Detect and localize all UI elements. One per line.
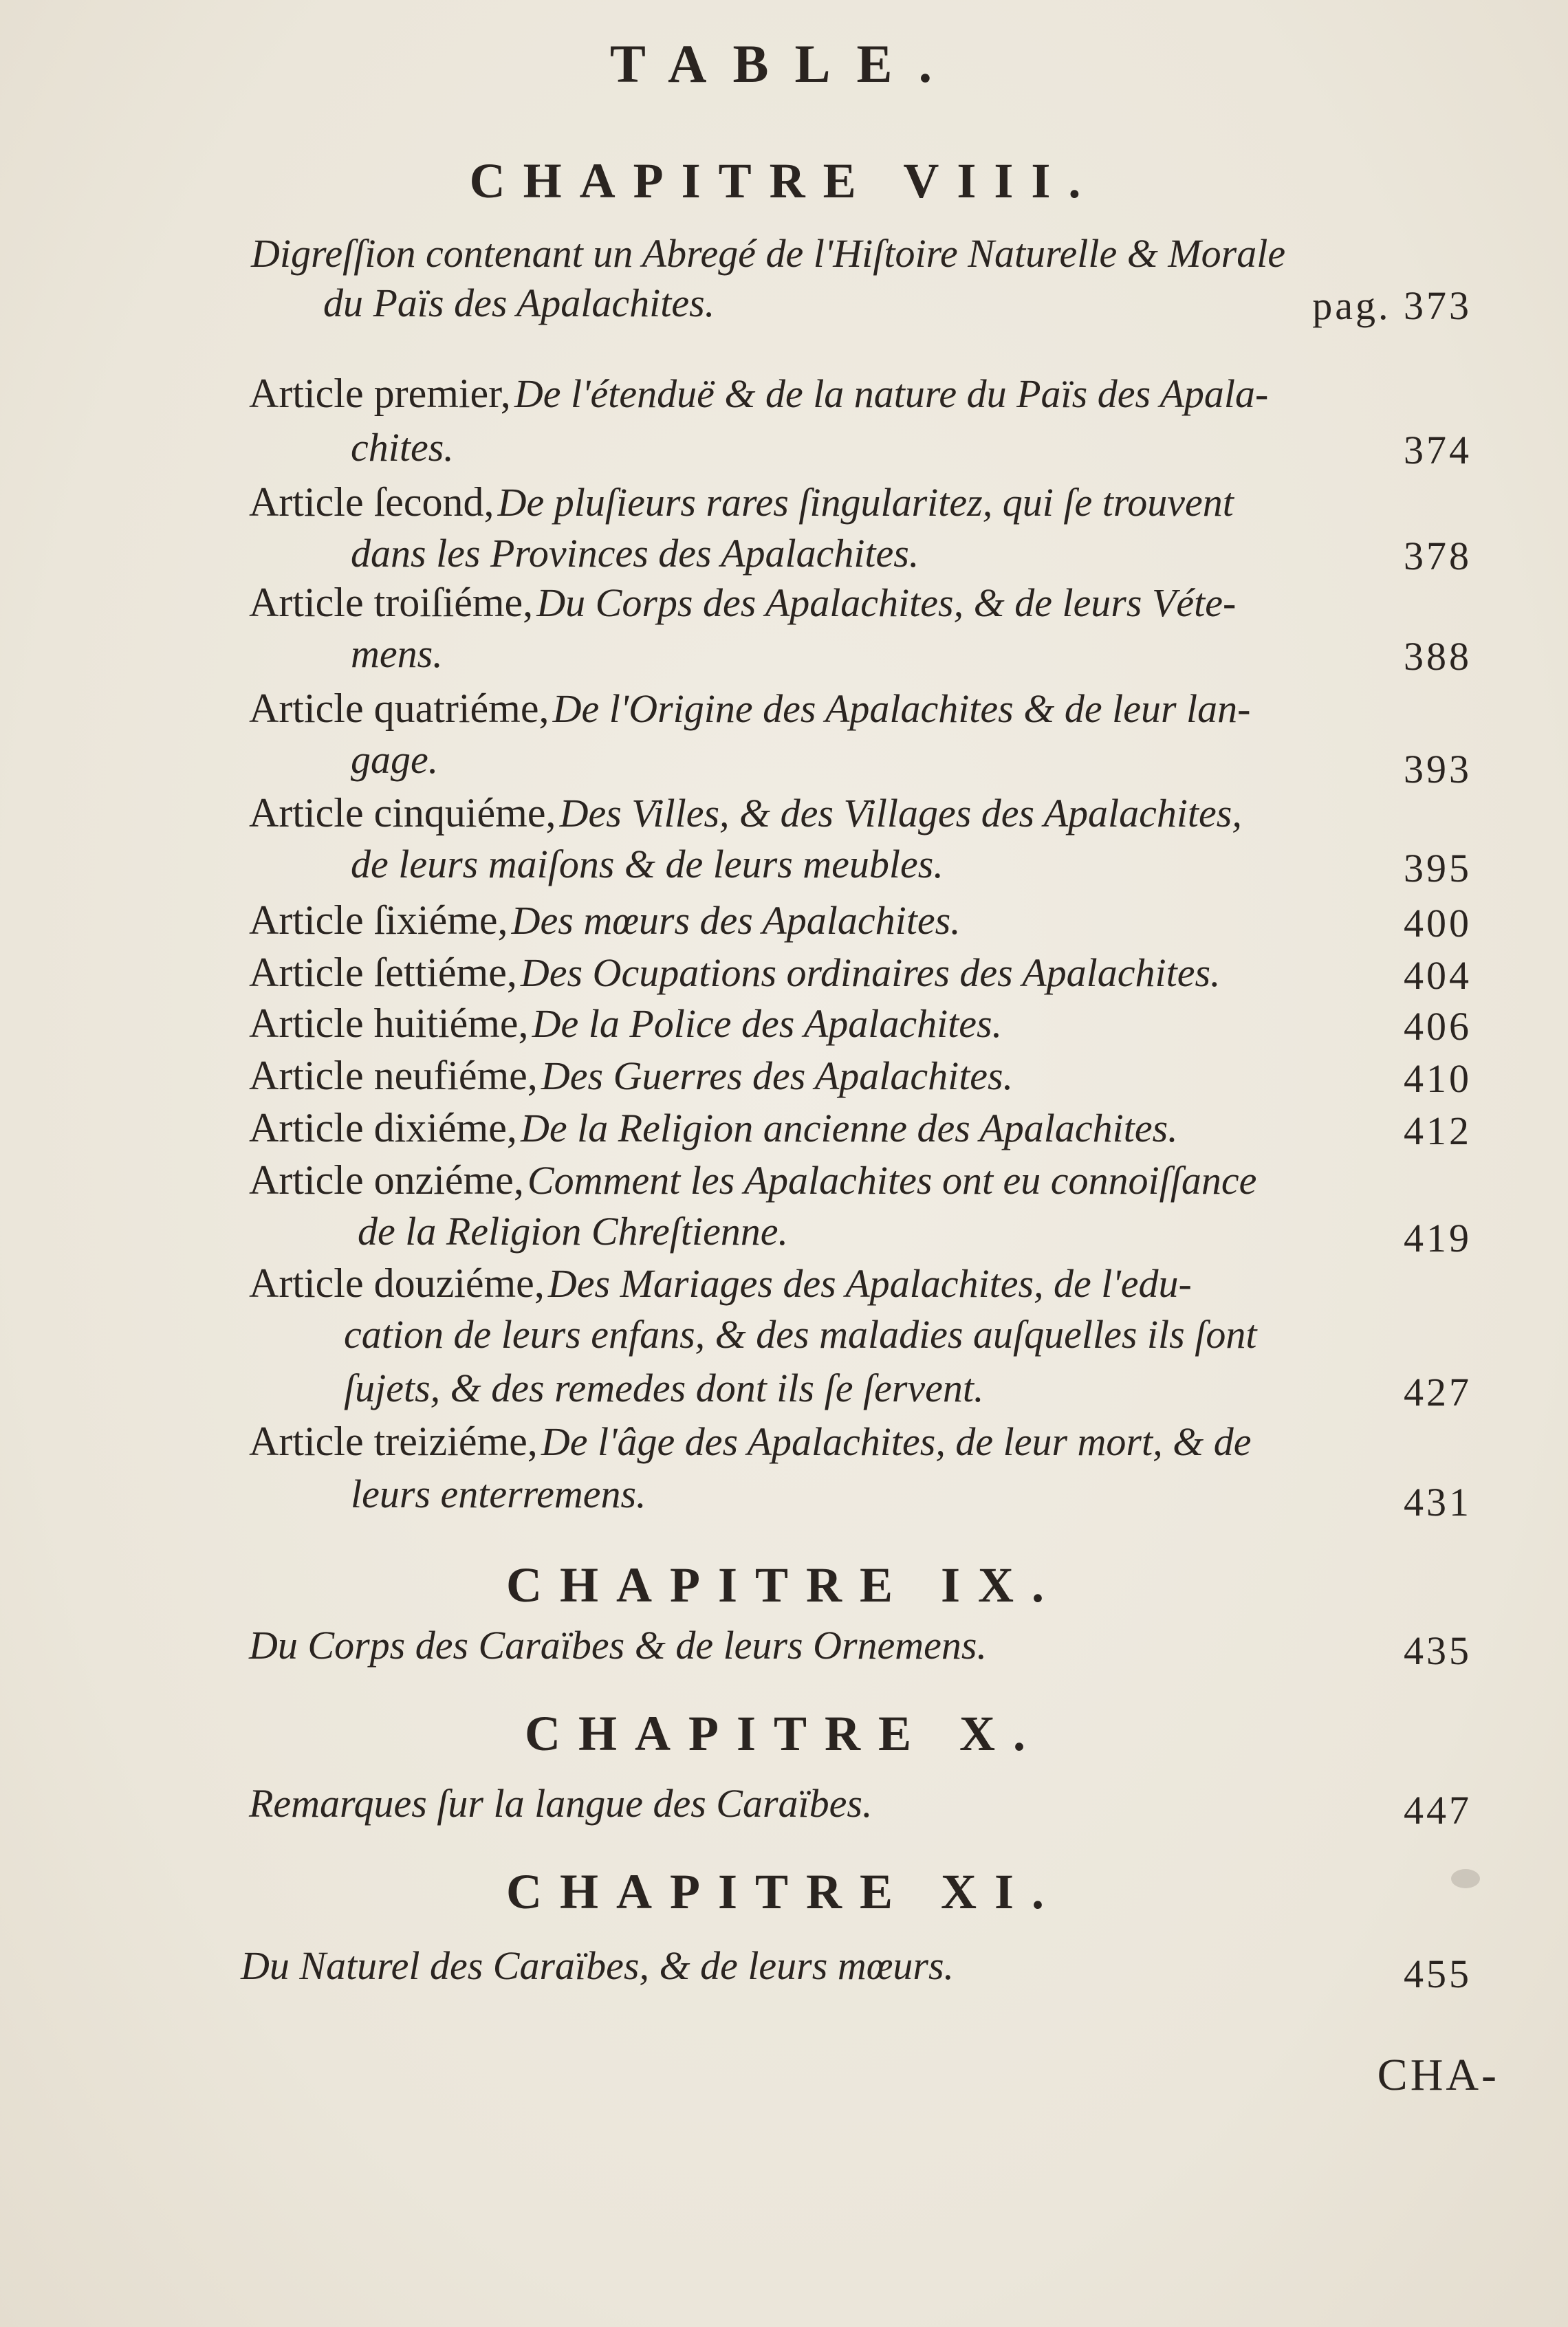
article-label: Article ſecond,	[249, 479, 494, 525]
article-title: De la Police des Apalachites.	[532, 1001, 1003, 1046]
toc-entry	[249, 481, 1234, 523]
article-label: Article douziéme,	[249, 1260, 545, 1306]
page-number: 435	[1404, 1628, 1472, 1673]
toc-entry	[249, 582, 1236, 623]
page-number: 388	[1404, 634, 1472, 679]
page-number: 400	[1404, 901, 1472, 946]
article-label: Article dixiéme,	[249, 1105, 517, 1150]
article-title-cont: leurs enterremens.	[351, 1472, 646, 1516]
article-title-cont: chites.	[351, 425, 454, 470]
article-title: De la Religion ancienne des Apalachites.	[520, 1106, 1178, 1150]
chapter-heading: CHAPITRE XI.	[505, 1864, 1063, 1919]
article-title-cont: mens.	[351, 631, 443, 676]
page-number: 378	[1404, 534, 1472, 578]
page-number: 406	[1404, 1004, 1472, 1049]
article-label: Article ſettiéme,	[249, 950, 517, 995]
chapter-title-line: Remarques ſur la langue des Caraïbes.	[249, 1781, 873, 1826]
article-label: Article onziéme,	[249, 1157, 524, 1203]
page-number: 412	[1404, 1108, 1472, 1153]
article-label: Article cinquiéme,	[249, 790, 556, 835]
page-number: 431	[1404, 1480, 1472, 1525]
page-number: 374	[1404, 428, 1472, 472]
chapter-heading: CHAPITRE IX.	[505, 1558, 1063, 1613]
page-number: 393	[1404, 747, 1472, 791]
article-title-cont: cation de leurs enfans, & des maladies auſquelles ils ſont	[344, 1312, 1257, 1357]
running-head: TABLE.	[609, 34, 959, 94]
chapter-heading: CHAPITRE X.	[524, 1706, 1044, 1761]
toc-entry	[249, 952, 1221, 993]
article-label: Article huitiéme,	[249, 1001, 529, 1046]
article-title-cont: de leurs maiſons & de leurs meubles.	[351, 842, 944, 886]
chapter-title-line: Du Naturel des Caraïbes, & de leurs mœurs.	[241, 1943, 955, 1988]
toc-entry	[249, 1260, 1192, 1306]
chapter-heading: CHAPITRE VIII.	[469, 153, 1099, 208]
article-label: Article neufiéme,	[249, 1053, 538, 1098]
article-label: Article troiſiéme,	[249, 580, 534, 625]
article-label: Article premier,	[249, 371, 511, 416]
article-title: De l'étenduë & de la nature du Païs des Apala-	[514, 371, 1269, 416]
article-title: Comment les Apalachites ont eu connoiſſance	[527, 1158, 1257, 1203]
article-title-cont: gage.	[351, 737, 439, 782]
article-title-cont: dans les Provinces des Apalachites.	[351, 531, 919, 576]
page-number: 410	[1404, 1056, 1472, 1101]
toc-entry	[249, 792, 1242, 833]
article-title-cont: ſujets, & des remedes dont ils ſe ſervent.	[344, 1366, 984, 1410]
toc-entry	[249, 899, 961, 941]
page-number: 447	[1404, 1788, 1472, 1833]
toc-entry	[249, 1055, 1013, 1096]
toc-entry	[249, 1421, 1251, 1462]
article-title: Des mœurs des Apalachites.	[511, 898, 961, 943]
toc-entry	[249, 1107, 1178, 1148]
article-title: Des Villes, & des Villages des Apalachites,	[559, 791, 1242, 835]
catchword: CHA-	[1377, 2050, 1499, 2100]
article-label: Article ſixiéme,	[249, 897, 508, 943]
toc-entry	[249, 1159, 1256, 1201]
page-number: pag. 373	[1312, 283, 1472, 328]
article-title: Des Mariages des Apalachites, de l'edu-	[547, 1261, 1192, 1306]
page-number: 427	[1404, 1370, 1472, 1414]
page-number: 404	[1404, 953, 1472, 998]
article-label: Article treiziéme,	[249, 1419, 538, 1464]
article-title: Du Corps des Apalachites, & de leurs Véte-	[536, 580, 1237, 625]
article-label: Article quatriéme,	[249, 686, 549, 731]
page-number: 455	[1404, 1952, 1472, 1996]
chapter-title-line: du Païs des Apalachites.	[323, 281, 715, 325]
chapter-title-line: Digreſſion contenant un Abregé de l'Hiſtoire Naturelle & Morale	[251, 231, 1286, 276]
toc-entry	[249, 688, 1250, 729]
article-title: De pluſieurs rares ſingularitez, qui ſe trouvent	[497, 480, 1234, 525]
ink-blot-ornament	[1451, 1869, 1480, 1888]
chapter-title-line: Du Corps des Caraïbes & de leurs Ornemens.	[249, 1623, 987, 1668]
page-number: 395	[1404, 846, 1472, 891]
page-number: 419	[1404, 1216, 1472, 1260]
article-title: Des Ocupations ordinaires des Apalachites.	[520, 950, 1221, 995]
article-title-cont: de la Religion Chreſtienne.	[358, 1209, 789, 1254]
toc-entry	[249, 373, 1268, 414]
article-title: De l'Origine des Apalachites & de leur lan-	[552, 686, 1251, 731]
toc-entry	[249, 1003, 1002, 1044]
article-title: De l'âge des Apalachites, de leur mort, & de	[541, 1419, 1252, 1464]
article-title: Des Guerres des Apalachites.	[541, 1053, 1014, 1098]
